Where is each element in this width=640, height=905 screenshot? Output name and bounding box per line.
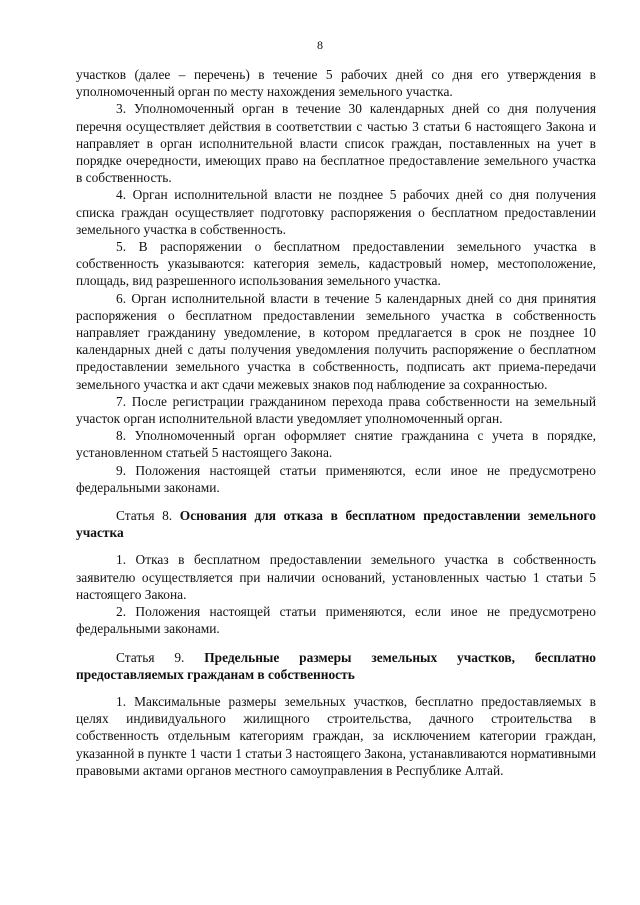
article-9-title: Предельные размеры земельных участков, бесплатно предоставляемых гражданам в собственность (76, 649, 596, 682)
article-8-paragraph-1: 1. Отказ в бесплатном предоставлении земельного участка в собственность заявителю осуществляется при наличии оснований, установленных частью 1 статьи 5 настоящего Закона. (76, 552, 596, 602)
article-8-prefix: Статья 8. (116, 508, 180, 524)
article-9-prefix: Статья 9. (116, 649, 205, 665)
article-8-heading (76, 507, 596, 541)
paragraph-item-8: 8. Уполномоченный орган оформляет снятие гражданина с учета в порядке, установленном статьей 5 настоящего Закона. (76, 428, 596, 461)
paragraph-item-5: 5. В распоряжении о бесплатном предоставлении земельного участка в собственность указываются: категория земель, кадастровый номер, местоположение, площадь, вид разрешенного использования земельного участка. (76, 239, 596, 289)
paragraph-item-9: 9. Положения настоящей статьи применяются, если иное не предусмотрено федеральными законами. (76, 462, 596, 495)
paragraph-item-4: 4. Орган исполнительной власти не позднее 5 рабочих дней со дня получения списка граждан осуществляет подготовку распоряжения о бесплатном предоставлении земельного участка в собственность. (76, 187, 596, 237)
paragraph-continuation: участков (далее – перечень) в течение 5 рабочих дней со дня его утверждения в уполномоченный орган по месту нахождения земельного участка. (76, 67, 596, 100)
document-body (76, 66, 596, 779)
article-9-heading (76, 649, 596, 683)
article-9-paragraph-1: 1. Максимальные размеры земельных участков, бесплатно предоставляемых в целях индивидуального жилищного строительства, дачного строительства в собственность отдельным категориям граждан, за исключением категории граждан, указанной в пункте 1 части 1 статьи 3 настоящего Закона, устанавливаются нормативными правовыми актами органов местного самоуправления в Республике Алтай. (76, 693, 596, 778)
page-number: 8 (317, 38, 323, 52)
paragraph-item-6: 6. Орган исполнительной власти в течение 5 календарных дней со дня принятия распоряжения о бесплатном предоставлении земельного участка в собственность направляет гражданину уведомление, в котором предлагается в срок не позднее 10 календарных дней с даты получения уведомления получить распоряжение о бесплатном предоставлении земельного участка в собственность, подписать акт приема-передачи земельного участка и акт сдачи межевых знаков под наблюдение за сохранностью. (76, 290, 596, 392)
paragraph-item-7: 7. После регистрации гражданином перехода права собственности на земельный участок орган исполнительной власти уведомляет уполномоченный орган. (76, 393, 596, 427)
article-8-paragraph-2: 2. Положения настоящей статьи применяются, если иное не предусмотрено федеральными законами. (76, 604, 596, 637)
paragraph-item-3: 3. Уполномоченный орган в течение 30 календарных дней со дня получения перечня осуществляет действия в соответствии с частью 3 статьи 6 настоящего Закона и направляет в орган исполнительной власти список граждан, поставленных на учет в порядке очередности, имеющих право на бесплатное предоставление земельного участка в собственность. (76, 101, 596, 186)
article-8-title: Основания для отказа в бесплатном предоставлении земельного участка (76, 508, 596, 541)
